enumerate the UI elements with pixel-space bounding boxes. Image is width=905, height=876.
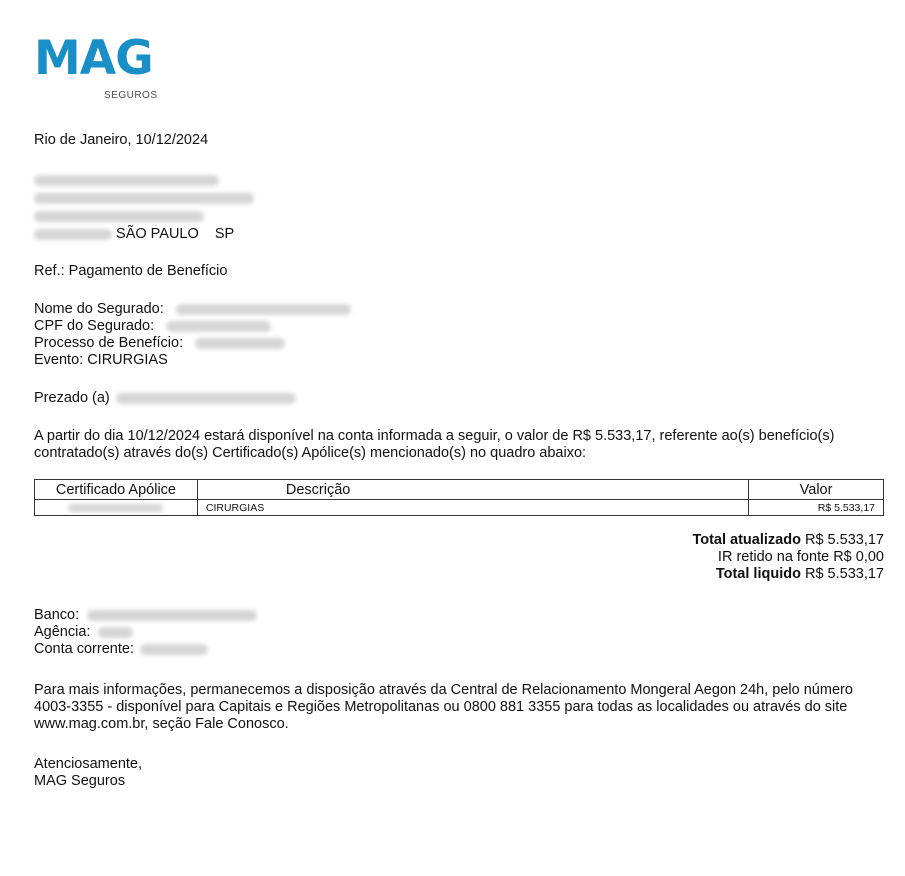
header-certificado: Certificado Apólice (35, 480, 198, 500)
table-header-row (35, 480, 884, 500)
agencia-label: Agência: (34, 624, 91, 640)
logo-subtitle: SEGUROS (104, 90, 158, 101)
redacted-district (34, 211, 204, 222)
address-city-state: SÃO PAULO SP (116, 226, 235, 242)
total-liquido-value: R$ 5.533,17 (804, 566, 884, 582)
info-paragraph: Para mais informações, permanecemos a disposição através da Central de Relacionamento Mongeral Aegon 24h, pelo número 4003-3355 - disponível para Capitais e Regiões Metropolitanas ou 0800 881 3355 para todas as localidades ou através do site www.mag.com.br, seção Fale Conosco. (34, 682, 853, 732)
ir-retido (718, 549, 884, 565)
redacted-agencia (98, 627, 133, 638)
cpf-label: CPF do Segurado: (34, 318, 155, 334)
benefit-table (34, 479, 884, 516)
total-liquido (716, 566, 884, 582)
reference: Ref.: Pagamento de Benefício (34, 263, 228, 279)
redacted-banco (87, 610, 257, 621)
redacted-certificado (68, 504, 163, 512)
place-date: Rio de Janeiro, 10/12/2024 (34, 132, 209, 148)
cell-descricao: CIRURGIAS (197, 500, 748, 516)
total-atualizado-value: R$ 5.533,17 (804, 532, 884, 548)
redacted-cpf (166, 321, 271, 332)
mag-logo (34, 31, 174, 101)
table-row (35, 500, 884, 516)
redacted-name (34, 175, 219, 186)
evento-line: Evento: CIRURGIAS (34, 352, 168, 368)
header-descricao: Descrição (197, 480, 748, 500)
cell-valor: R$ 5.533,17 (749, 500, 884, 516)
total-liquido-label: Total liquido (715, 566, 801, 582)
total-atualizado (692, 532, 884, 548)
logo-wordmark: MAG (34, 31, 153, 86)
conta-label: Conta corrente: (34, 641, 134, 657)
greeting: Prezado (a) (34, 390, 110, 406)
closing: Atenciosamente, (34, 756, 143, 772)
ir-label: IR retido na fonte (717, 549, 830, 565)
intro-paragraph: A partir do dia 10/12/2024 estará disponível na conta informada a seguir, o valor de R$ 5.533,17, referente ao(s) benefício(s) contratado(s) através do(s) Certificado(s) Apólice(s) mencionado(s) no quadro abaixo: (34, 428, 835, 461)
header-valor: Valor (749, 480, 884, 500)
processo-label: Processo de Benefício: (34, 335, 184, 351)
redacted-street (34, 193, 254, 204)
nome-label: Nome do Segurado: (34, 301, 164, 317)
total-atualizado-label: Total atualizado (692, 532, 801, 548)
ir-value: R$ 0,00 (833, 549, 884, 565)
redacted-cep (34, 229, 112, 240)
signature: MAG Seguros (34, 773, 126, 789)
redacted-processo (195, 338, 285, 349)
redacted-nome (176, 304, 351, 315)
redacted-conta (140, 644, 208, 655)
redacted-greeting-name (116, 393, 296, 404)
banco-label: Banco: (34, 607, 80, 623)
